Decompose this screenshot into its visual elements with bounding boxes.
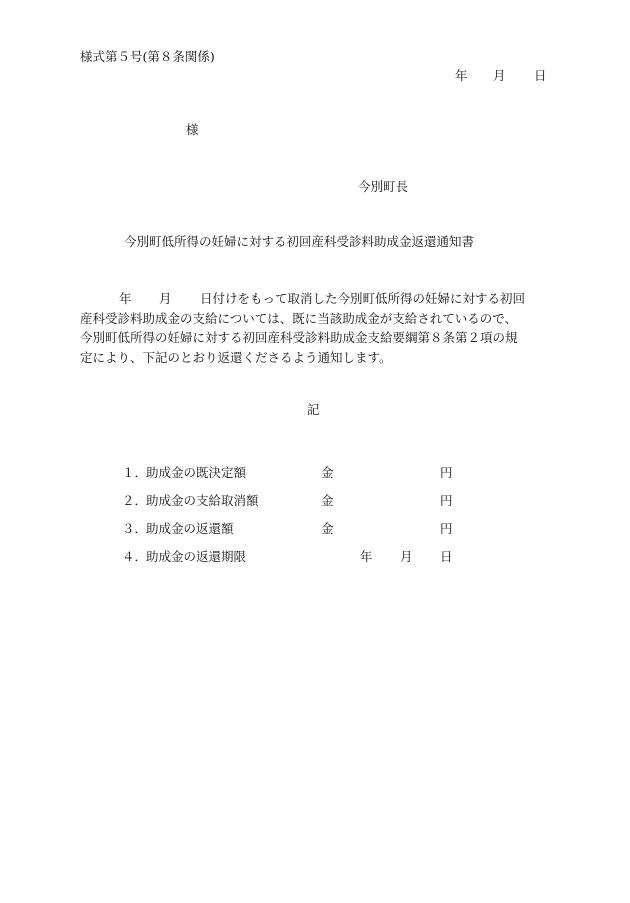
date-month-label: 月 xyxy=(493,68,506,83)
item-amount-suffix: 円 xyxy=(440,493,453,508)
body-line-1: 日付けをもって取消した今別町低所得の妊婦に対する初回 xyxy=(200,291,526,306)
body-month-label: 月 xyxy=(159,291,172,306)
list-item xyxy=(0,523,630,537)
item-amount-suffix: 円 xyxy=(440,521,453,536)
date-day-label: 日 xyxy=(534,68,547,83)
item-amount-suffix: 円 xyxy=(440,465,453,480)
body-line-2: 産科受診料助成金の支給については、既に当該助成金が支給されているので、 xyxy=(80,311,518,326)
list-item xyxy=(0,551,630,565)
item-amount-prefix: 金 xyxy=(321,521,334,536)
item-number: ３． xyxy=(122,521,148,536)
body-year-label: 年 xyxy=(119,291,132,306)
item-number: ２． xyxy=(122,493,148,508)
item-deadline-month: 月 xyxy=(400,549,413,564)
ki-heading: 記 xyxy=(307,402,320,417)
list-item xyxy=(0,467,630,481)
item-number: １． xyxy=(122,465,148,480)
item-label: 助成金の返還額 xyxy=(146,521,234,536)
document-title: 今別町低所得の妊婦に対する初回産科受診料助成金返還通知書 xyxy=(124,234,475,249)
sender-title: 今別町長 xyxy=(358,179,409,194)
form-number: 様式第５号(第８条関係) xyxy=(80,49,215,64)
item-label: 助成金の支給取消額 xyxy=(146,493,259,508)
body-line-4: 定により、下記のとおり返還くださるよう通知します。 xyxy=(80,350,392,365)
item-amount-prefix: 金 xyxy=(321,493,334,508)
item-label: 助成金の返還期限 xyxy=(146,549,247,564)
item-number: ４． xyxy=(122,549,148,564)
item-label: 助成金の既決定額 xyxy=(146,465,247,480)
item-deadline-day: 日 xyxy=(440,549,453,564)
list-item xyxy=(0,495,630,509)
body-line-3: 今別町低所得の妊婦に対する初回産科受診料助成金支給要綱第８条第２項の規 xyxy=(80,330,518,345)
item-amount-prefix: 金 xyxy=(321,465,334,480)
date-year-label: 年 xyxy=(455,68,468,83)
addressee-honorific: 様 xyxy=(186,122,199,137)
item-deadline-year: 年 xyxy=(360,549,373,564)
